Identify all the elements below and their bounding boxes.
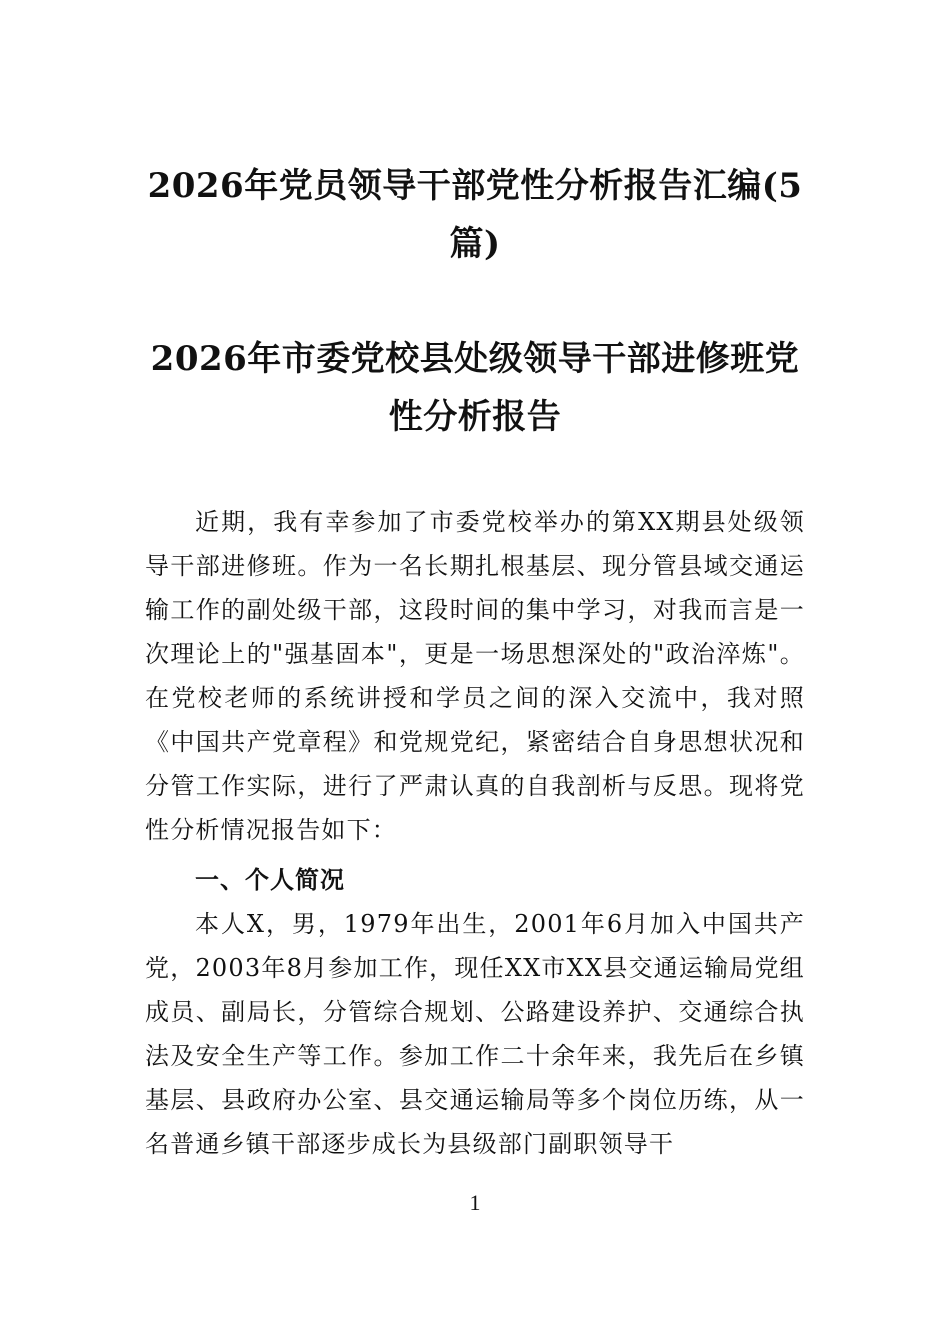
document-main-title: 2026年党员领导干部党性分析报告汇编(5篇) — [147, 166, 803, 264]
document-sub-title: 2026年市委党校县处级领导干部进修班党性分析报告 — [150, 339, 800, 437]
intro-paragraph: 近期，我有幸参加了市委党校举办的第XX期县处级领导干部进修班。作为一名长期扎根基层、现分管县域交通运输工作的副处级干部，这段时间的集中学习，对我而言是一次理论上的"强基固本"，更是一场思想深处的"政治淬炼"。在党校老师的系统讲授和学员之间的深入交流中，我对照《中国共产党章程》和党规党纪，紧密结合自身思想状况和分管工作实际，进行了严肃认真的自我剖析与反思。现将党性分析情况报告如下： — [145, 508, 805, 844]
section-heading: 一、个人简况 — [195, 866, 345, 894]
page-number: 1 — [469, 1190, 481, 1215]
profile-paragraph: 本人X，男，1979年出生，2001年6月加入中国共产党，2003年8月参加工作，现任XX市XX县交通运输局党组成员、副局长，分管综合规划、公路建设养护、交通综合执法及安全生产等工作。参加工作二十余年来，我先后在乡镇基层、县政府办公室、县交通运输局等多个岗位历练，从一名普通乡镇干部逐步成长为县级部门副职领导干 — [145, 910, 805, 1158]
